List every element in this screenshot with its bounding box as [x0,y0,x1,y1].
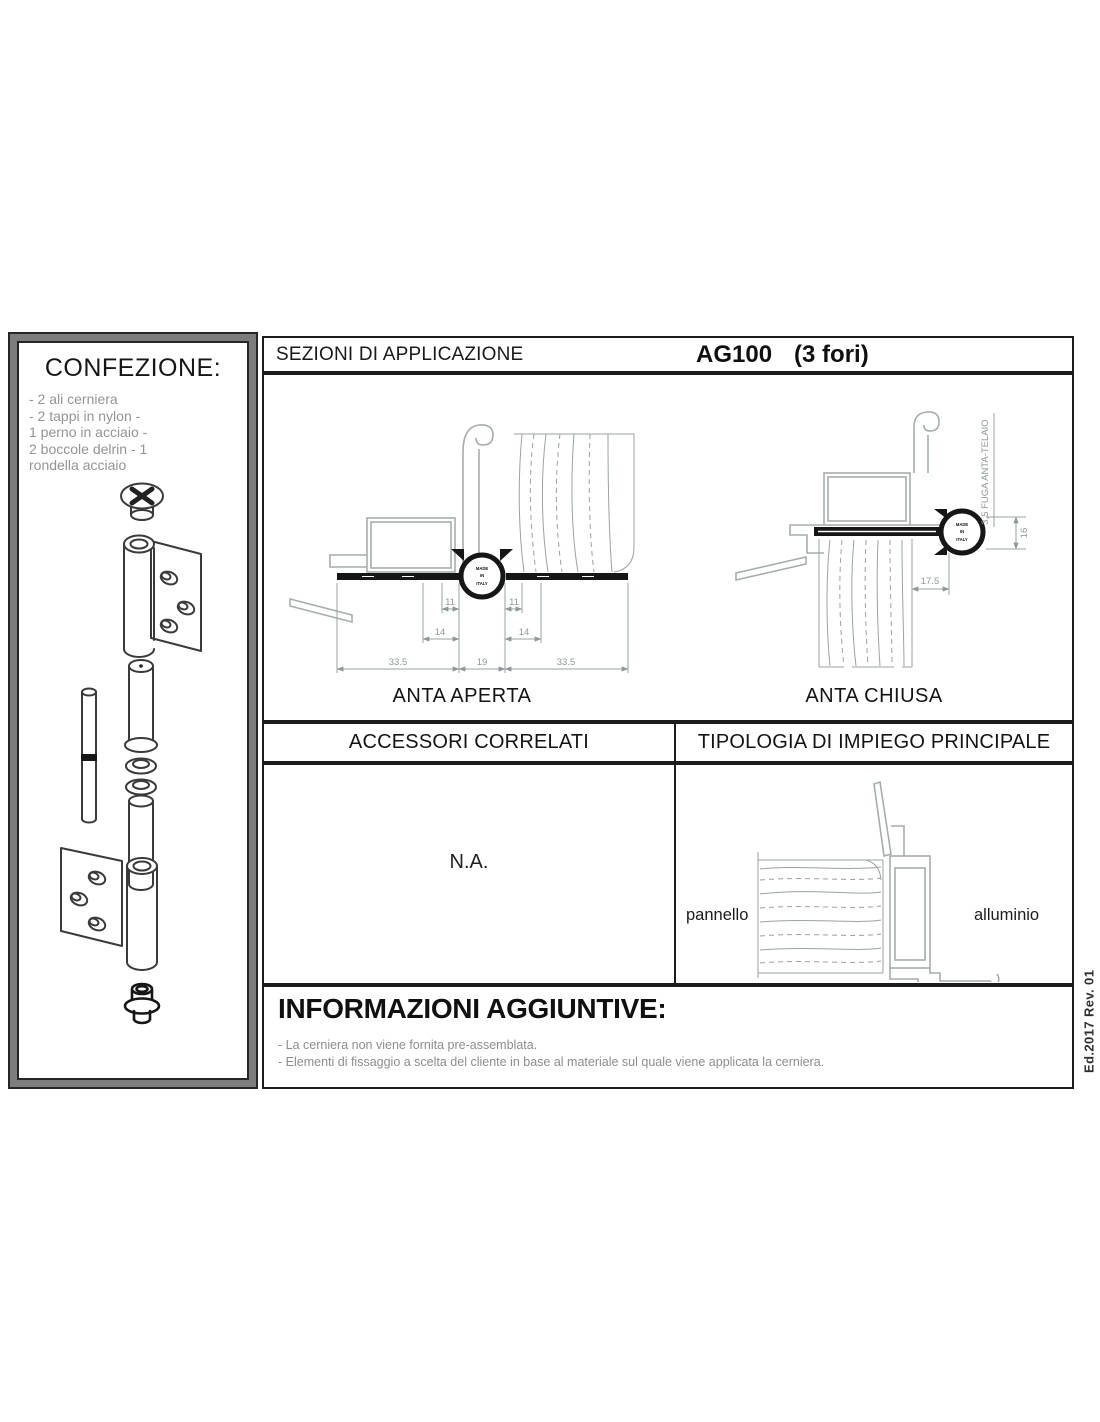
parts-list-line: 2 boccole delrin - 1 [29,440,148,457]
dim-wing-right: 33.5 [556,657,576,668]
confezione-title: CONFEZIONE: [44,354,222,382]
accessories-cell [264,765,676,983]
dim-wing-left: 33.5 [388,657,408,668]
product-code: AG100 [696,340,773,368]
knuckle-badge-text: IN [479,573,485,578]
knuckle-badge-text: IN [959,529,965,534]
knuckle-badge-text: ITALY [476,581,488,586]
dim-hole-right: 14 [518,627,530,638]
knuckle-badge-text: ITALY [956,537,968,542]
info-title: INFORMAZIONI AGGIUNTIVE: [278,993,667,1024]
lower-hinge-leaf [61,848,157,970]
exploded-hinge-drawing [25,474,249,1074]
anta-aperta-label: ANTA APERTA [392,685,532,707]
usage-header-cell [676,724,1072,761]
dim-offset-right: 11 [509,597,519,608]
subheaders-band [262,722,1074,763]
aluminium-frame-profile [736,412,940,580]
aluminium-profile [874,782,999,982]
product-variant: (3 fori) [794,340,869,368]
frame-material-label: alluminio [974,906,1040,924]
dimension-lines [912,413,1026,595]
dim-overhang: 17.5 [920,576,940,587]
accessories-header-cell [264,724,676,761]
edition-revision-label: Ed.2017 Rev. 01 [1081,969,1097,1073]
info-notes [278,1037,1058,1071]
content-band [262,763,1074,985]
panel-material-label: pannello [686,906,749,924]
usage-drawing [678,768,1070,982]
dim-gap: 19 [476,657,488,668]
confezione-panel-content [17,341,249,1080]
knuckle-badge-text: MADE [475,566,489,571]
info-note: - Elementi di fissaggio a scelta del cliente in base al materiale sul quale viene applicata la cerniera. [278,1055,825,1069]
anta-chiusa-label: ANTA CHIUSA [805,685,943,707]
info-note: - La cerniera non viene fornita pre-assemblata. [278,1038,538,1052]
anta-aperta-drawing [282,377,642,687]
dimension-labels [389,597,576,668]
knuckle-badge-text: MADE [955,522,969,527]
confezione-panel-gray-frame [10,334,256,1087]
hinge-section [337,549,628,597]
bushing-washer-stack [125,660,157,890]
section-title: SEZIONI DI APPLICAZIONE [276,343,524,365]
parts-list-line: 1 perno in acciaio - [29,424,148,440]
hinge-section [814,509,983,555]
aluminium-frame-profile [290,425,493,622]
parts-list-line: rondella acciaio [29,457,127,473]
dimension-labels [921,419,1030,587]
screw-icon [121,483,163,520]
confezione-panel [8,332,258,1089]
dim-fuga-note: 3,5 FUGA ANTA-TELAIO [980,419,991,525]
accessories-value: N.A. [449,850,489,873]
product-title [696,338,869,371]
parts-list-line: - 2 ali cerniera [29,391,118,407]
application-sections-band [262,373,1074,722]
additional-info-band [262,985,1074,1089]
nylon-cap [125,984,159,1023]
wood-panel-grain [514,434,634,572]
confezione-parts-list [29,391,241,474]
upper-hinge-leaf [124,535,201,657]
wood-panel-grain [758,852,883,978]
wood-panel-grain [819,539,912,667]
section-header-band [262,336,1074,373]
dim-knuckle-height: 16 [1019,527,1030,539]
anta-chiusa-drawing [694,377,1054,687]
usage-cell [676,765,1072,983]
dim-offset-left: 11 [445,597,455,608]
accessories-header: ACCESSORI CORRELATI [348,731,590,753]
steel-pin [81,688,97,822]
parts-list-line: - 2 tappi in nylon - [29,407,141,424]
usage-header: TIPOLOGIA DI IMPIEGO PRINCIPALE [697,731,1051,753]
dim-hole-left: 14 [434,627,446,638]
